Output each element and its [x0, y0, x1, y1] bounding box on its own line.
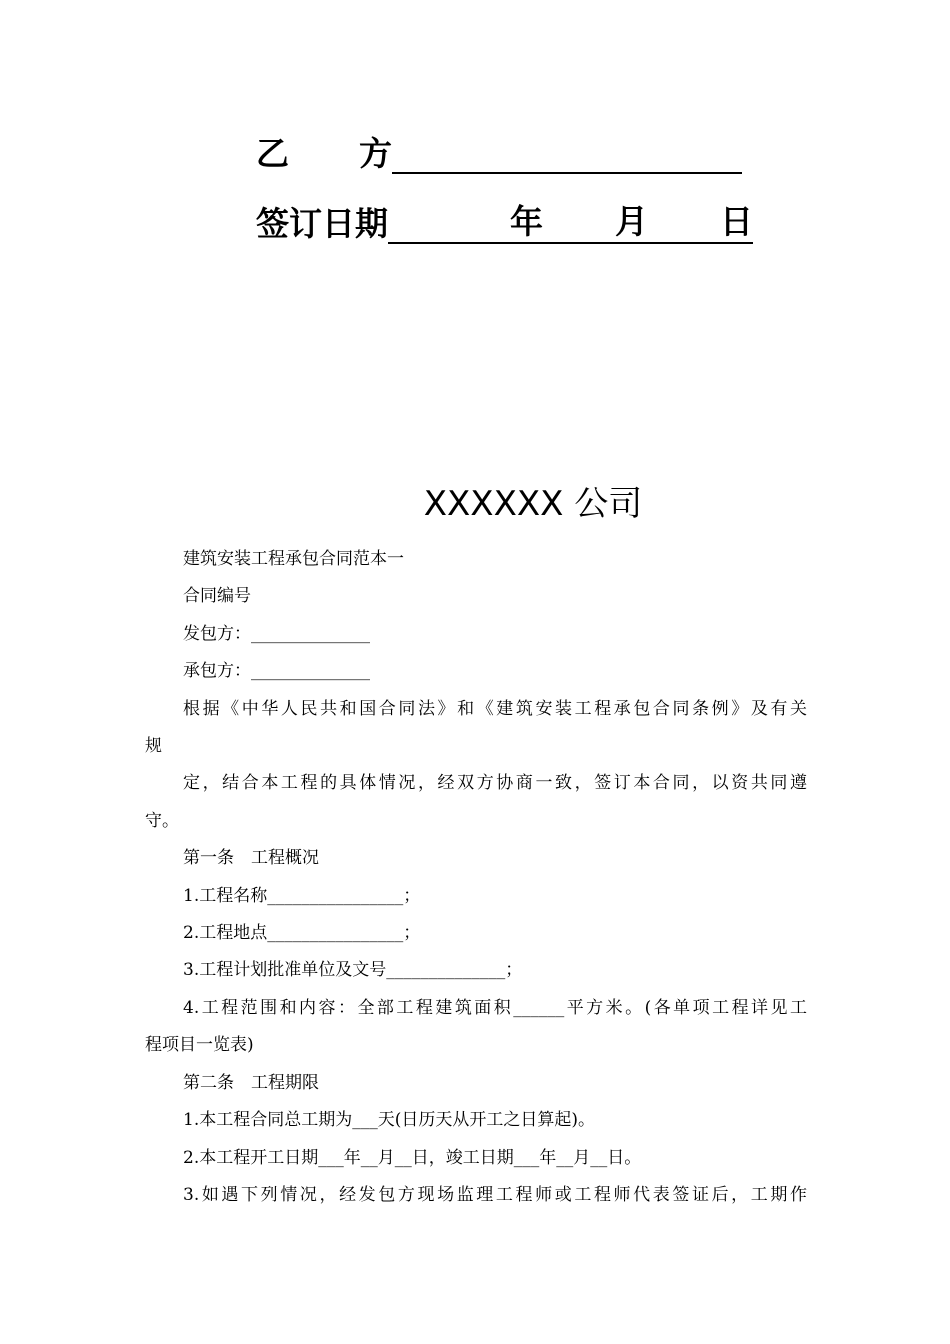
signing-date-line: [256, 202, 753, 244]
signing-date-year: 年: [510, 202, 543, 241]
signing-date-day: 日: [720, 202, 753, 241]
article-1-item-4-line-1: 4.工程范围和内容：全部工程建筑面积______平方米。(各单项工程详见工: [183, 997, 807, 1018]
article-1-item-4-line-2: 程项目一览表): [145, 1035, 254, 1056]
article-1-item-1: 1.工程名称________________；: [183, 885, 421, 906]
signing-date-blank[interactable]: [388, 202, 753, 244]
company-title: XXXXXX 公司: [423, 484, 643, 524]
article-2-item-1: 1.本工程合同总工期为___天(日历天从开工之日算起)。: [183, 1110, 595, 1131]
article-2-title: 第二条 工程期限: [183, 1072, 319, 1093]
party-b-signature-line: [256, 134, 742, 174]
party-b-label-char1: 乙: [256, 134, 289, 173]
contract-body: [145, 541, 807, 1214]
article-1-item-2: 2.工程地点________________；: [183, 923, 421, 944]
preamble-line-1: 根据《中华人民共和国合同法》和《建筑安装工程承包合同条例》及有关: [183, 698, 807, 719]
signing-date-label: 签订日期: [256, 204, 388, 243]
article-2-item-2: 2.本工程开工日期___年__月__日，竣工日期___年__月__日。: [183, 1147, 642, 1168]
template-title: 建筑安装工程承包合同范本一: [183, 549, 404, 569]
contractor-line: 承包方：______________: [183, 661, 370, 682]
party-b-label-char2: 方: [359, 134, 392, 173]
preamble-line-3: 定，结合本工程的具体情况，经双方协商一致，签订本合同，以资共同遵: [183, 773, 807, 794]
employer-line: 发包方：______________: [183, 623, 370, 644]
signing-date-month: 月: [615, 202, 648, 241]
preamble-line-4: 守。: [145, 810, 179, 831]
article-2-item-3-line-1: 3.如遇下列情况，经发包方现场监理工程师或工程师代表签证后，工期作: [183, 1184, 807, 1205]
party-b-blank[interactable]: [392, 138, 742, 174]
contract-number-label: 合同编号: [183, 586, 251, 607]
preamble-line-2: 规: [145, 736, 162, 757]
article-1-item-3: 3.工程计划批准单位及文号______________；: [183, 960, 523, 981]
article-1-title: 第一条 工程概况: [183, 848, 319, 869]
